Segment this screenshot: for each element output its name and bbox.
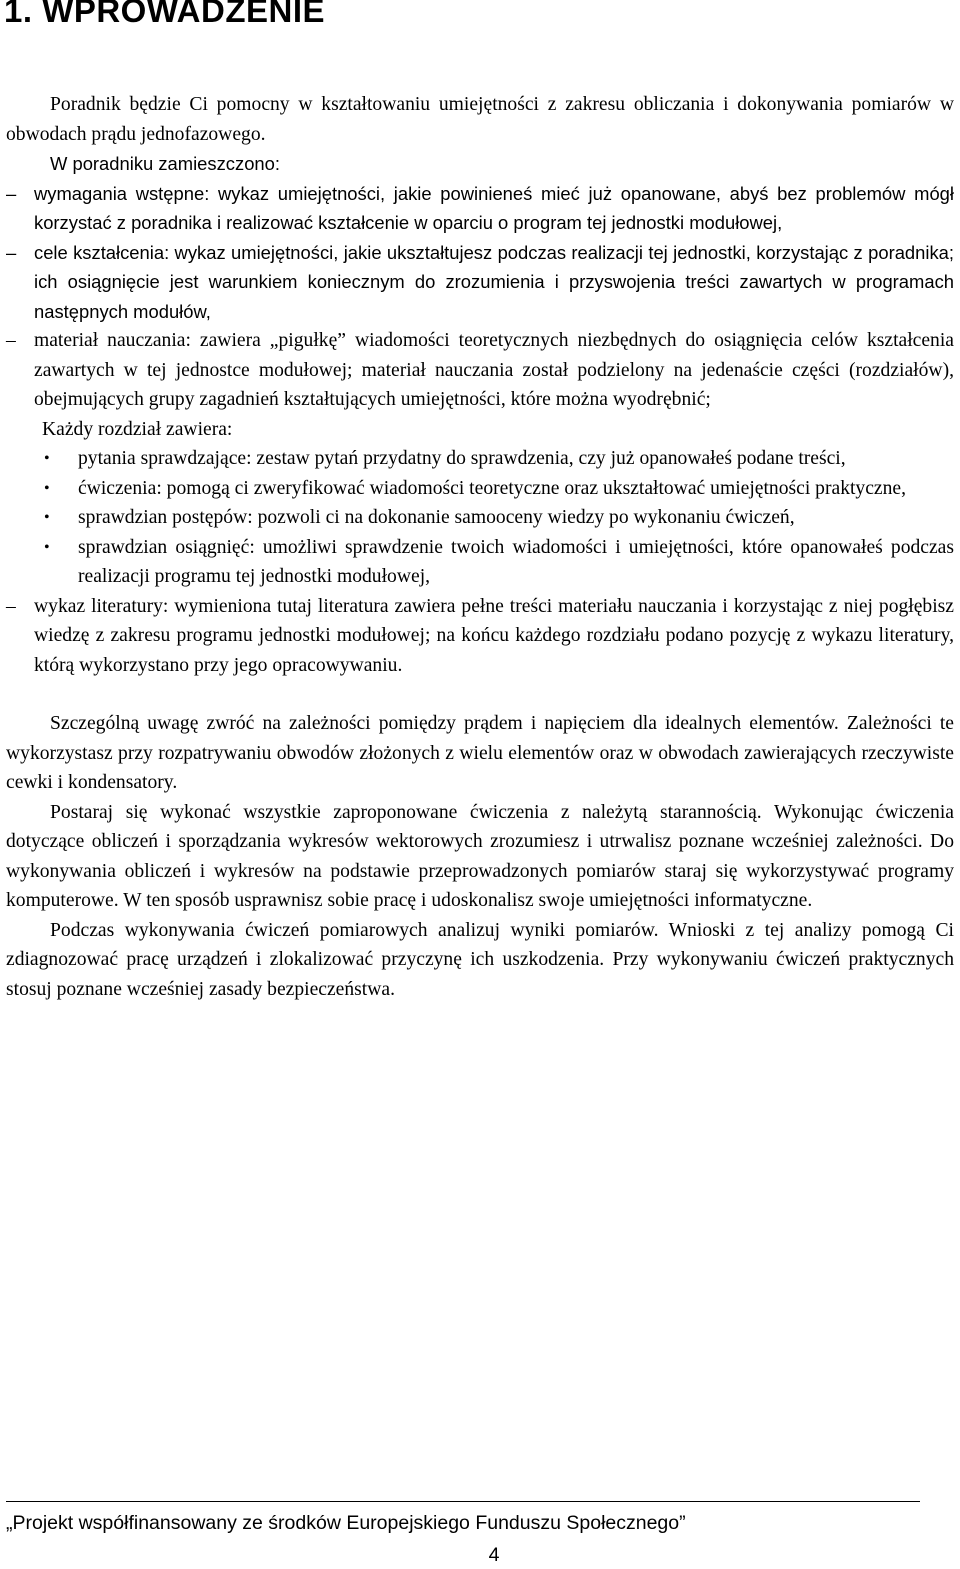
list-item-text: wykaz literatury: wymieniona tutaj literatura zawiera pełne treści materiału nauczania i korzystając z niej pogłębisz wiedzę z zakresu programu jednostki modułowej; na końcu każdego rozdziału podano pozycję z wykazu literatury, którą wykorzystano przy jego opracowywaniu. xyxy=(34,595,954,676)
list-item xyxy=(6,238,954,327)
dash-marker: – xyxy=(6,595,16,617)
bullet-item-text: pytania sprawdzające: zestaw pytań przydatny do sprawdzenia, czy już opanowałeś podane treści, xyxy=(78,448,846,469)
bullet-item-text: sprawdzian postępów: pozwoli ci na dokonanie samooceny wiedzy po wykonaniu ćwiczeń, xyxy=(78,507,795,528)
body-paragraph: Podczas wykonywania ćwiczeń pomiarowych analizuj wyniki pomiarów. Wnioski z tej analizy pomogą Ci zdiagnozować pracę urządzeń i zlokalizować przyczynę ich uszkodzenia. Przy wykonywaniu ćwiczeń praktycznych stosuj poznane wcześniej zasady bezpieczeństwa. xyxy=(6,919,954,1000)
chapter-contents-list xyxy=(6,444,954,592)
list-item xyxy=(6,592,954,681)
body-paragraph: Szczególną uwagę zwróć na zależności pomiędzy prądem i napięciem dla idealnych elementów. Zależności te wykorzystasz przy rozpatrywaniu obwodów złożonych z wielu elementów oraz w obwodach zawierających rzeczywiste cewki i kondensatory. xyxy=(6,713,954,793)
list-item xyxy=(6,179,954,238)
list-item-text: materiał nauczania: zawiera „pigułkę” wiadomości teoretycznych niezbędnych do osiągnięcia celów kształcenia zawartych w tej jednostce modułowej; materiał nauczania został podzielony na jedenaście części (rozdziałów), obejmujących grupy zagadnień kształtujących umiejętności, które można wyodrębnić; xyxy=(34,330,954,410)
bullet-item xyxy=(44,503,954,533)
bullet-item xyxy=(44,533,954,592)
page-number: 4 xyxy=(488,1544,500,1566)
section-heading: 1. WPROWADZENIE xyxy=(4,0,326,29)
intro-paragraph: Poradnik będzie Ci pomocny w kształtowaniu umiejętności z zakresu obliczania i dokonywania pomiarów w obwodach prądu jednofazowego. xyxy=(6,94,954,145)
bullet-marker: • xyxy=(44,509,50,526)
dash-marker: – xyxy=(6,330,16,351)
dash-marker: – xyxy=(6,241,17,263)
list-item-text: cele kształcenia: wykaz umiejętności, jakie ukształtujesz podczas realizacji tej jednostki, korzystając z poradnika; ich osiągnięcie jest warunkiem koniecznym do zrozumienia i przyswojenia treści zawartych w programach następnych modułów, xyxy=(34,241,954,322)
bullet-marker: • xyxy=(44,479,50,497)
document-body xyxy=(6,90,954,1004)
literature-list xyxy=(6,592,954,681)
bullet-item xyxy=(44,474,954,504)
bullet-marker: • xyxy=(44,538,50,556)
dash-marker: – xyxy=(6,182,17,204)
bullet-item xyxy=(44,444,954,474)
chapter-lead: Każdy rozdział zawiera: xyxy=(42,418,233,440)
contents-list xyxy=(6,179,954,415)
footer-divider xyxy=(6,1501,920,1502)
paragraph-gap xyxy=(6,680,954,709)
footer-funding-note: „Projekt współfinansowany ze środków Europejskiego Funduszu Społecznego” xyxy=(6,1512,686,1534)
list-item-text: wymagania wstępne: wykaz umiejętności, jakie powinieneś mieć już opanowane, abyś bez problemów mógł korzystać z poradnika i realizować kształcenie w oparciu o program tej jednostki modułowej, xyxy=(34,182,954,233)
bullet-item-text: ćwiczenia: pomogą ci zweryfikować wiadomości teoretyczne oraz ukształtować umiejętności praktyczne, xyxy=(78,477,907,499)
bullet-item-text: sprawdzian osiągnięć: umożliwi sprawdzenie twoich wiadomości i umiejętności, które opanowałeś podczas realizacji programu tej jednostki modułowej, xyxy=(78,536,954,587)
body-paragraph: Postaraj się wykonać wszystkie zaproponowane ćwiczenia z należytą starannością. Wykonując ćwiczenia dotyczące obliczeń i sporządzania wykresów wektorowych zrozumiesz i utrwalisz poznane wcześniej zależności. Do wykonywania obliczeń i wykresów na podstawie przeprowadzonych pomiarów staraj się wykorzystywać programy komputerowe. W ten sposób usprawnisz sobie pracę i udoskonalisz swoje umiejętności informatyczne. xyxy=(6,801,954,911)
contents-lead: W poradniku zamieszczono: xyxy=(50,153,280,174)
list-item xyxy=(6,326,954,415)
bullet-marker: • xyxy=(44,450,50,467)
